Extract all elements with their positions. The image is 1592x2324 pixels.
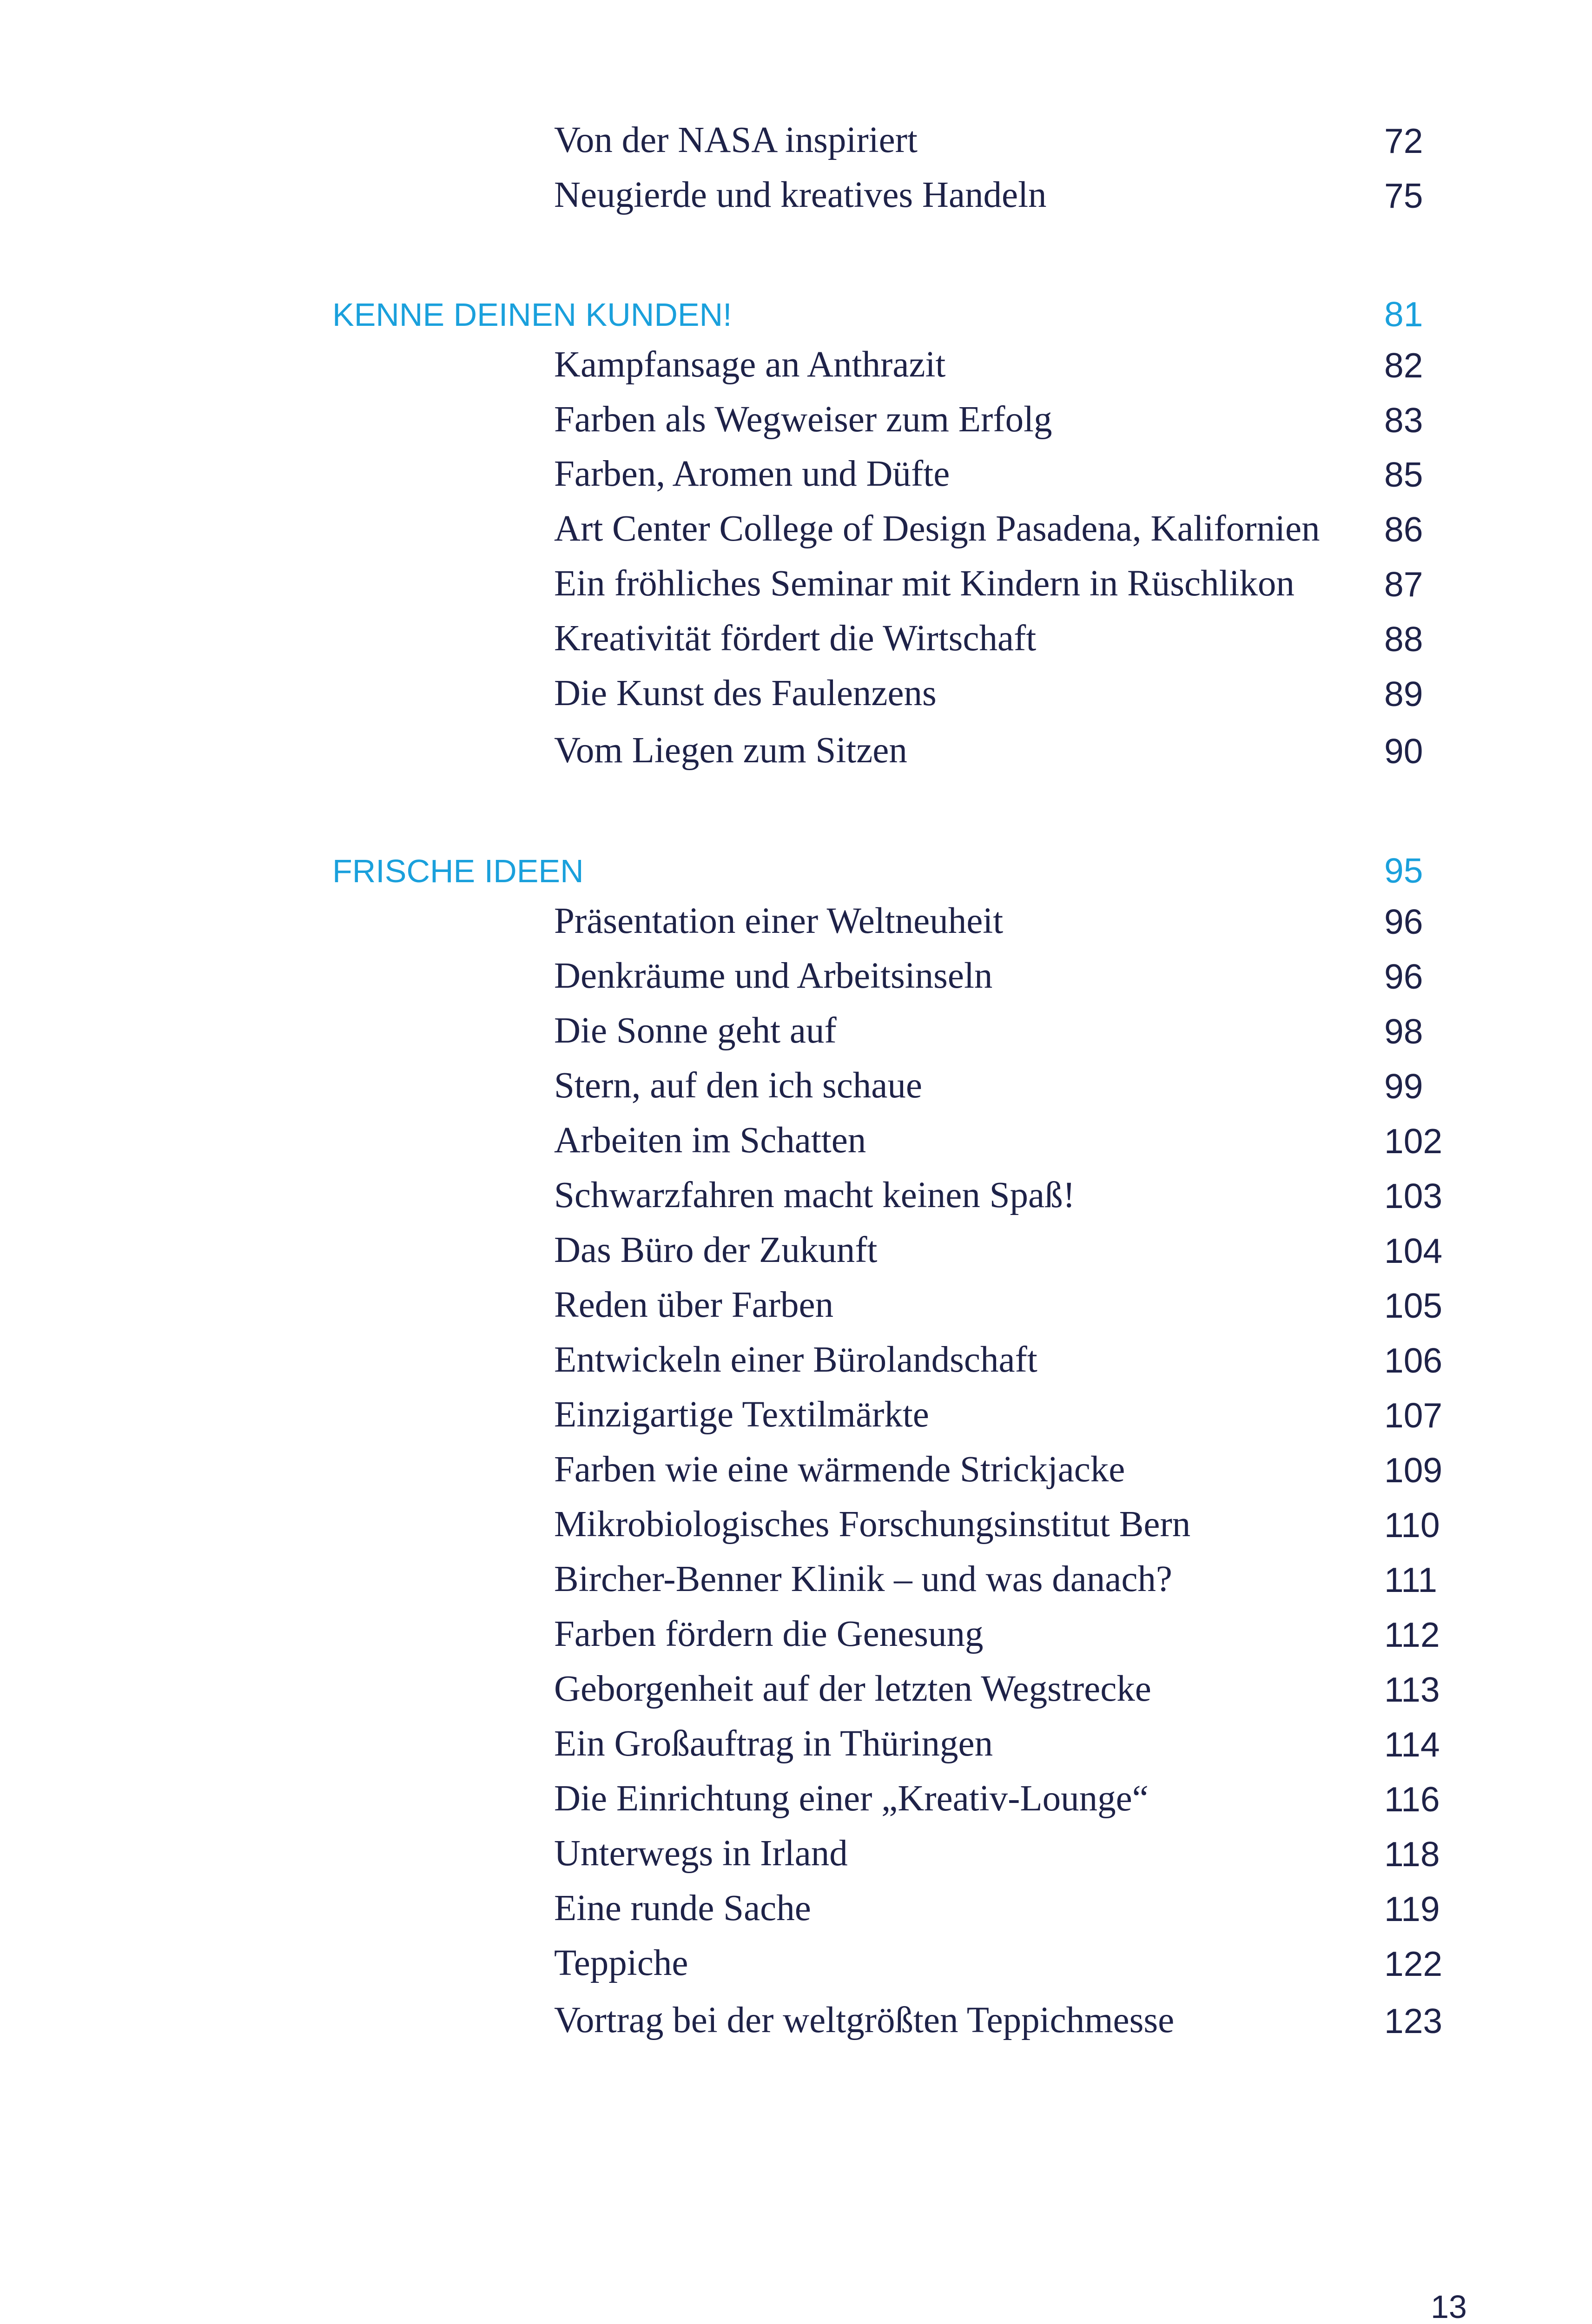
toc-entry-page: 89 <box>1384 674 1423 713</box>
toc-entry-page: 75 <box>1384 176 1423 215</box>
toc-entry-title: Reden über Farben <box>554 1285 834 1325</box>
toc-entry-page: 90 <box>1384 732 1423 771</box>
toc-entry-page: 113 <box>1384 1670 1440 1709</box>
toc-entry-page: 114 <box>1384 1725 1440 1764</box>
toc-entry-page: 86 <box>1384 510 1423 549</box>
toc-entry-title: Geborgenheit auf der letzten Wegstrecke <box>554 1669 1151 1709</box>
toc-entry-page: 104 <box>1384 1231 1443 1270</box>
toc-entry-page: 83 <box>1384 401 1423 440</box>
toc-entry-page: 106 <box>1384 1341 1443 1380</box>
toc-entry-title: Eine runde Sache <box>554 1888 811 1928</box>
page-number: 13 <box>1431 2289 1467 2324</box>
toc-entry-title: Das Büro der Zukunft <box>554 1230 878 1270</box>
toc-entry-title: Stern, auf den ich schaue <box>554 1065 922 1106</box>
toc-entry-page: 116 <box>1384 1780 1440 1819</box>
toc-entry-title: Farben wie eine wärmende Strickjacke <box>554 1449 1125 1490</box>
toc-entry-title: Schwarzfahren macht keinen Spaß! <box>554 1175 1075 1215</box>
toc-entry-title: Teppiche <box>554 1943 688 1983</box>
section-page-number: 81 <box>1384 295 1423 334</box>
toc-entry-page: 103 <box>1384 1176 1443 1215</box>
toc-entry-title: Farben, Aromen und Düfte <box>554 454 950 494</box>
toc-entry-title: Bircher-Benner Klinik – und was danach? <box>554 1559 1173 1599</box>
toc-entry-page: 82 <box>1384 346 1423 385</box>
toc-entry-page: 109 <box>1384 1451 1443 1490</box>
toc-entry-title: Die Kunst des Faulenzens <box>554 673 937 713</box>
toc-entry-title: Vortrag bei der weltgrößten Teppichmesse <box>554 2000 1175 2040</box>
toc-entry-page: 112 <box>1384 1615 1440 1654</box>
toc-entry-page: 102 <box>1384 1122 1443 1161</box>
toc-entry-title: Ein Großauftrag in Thüringen <box>554 1723 993 1764</box>
toc-entry-title: Farben fördern die Genesung <box>554 1614 984 1654</box>
toc-entry-title: Mikrobiologisches Forschungsinstitut Bern <box>554 1504 1191 1545</box>
toc-entry-page: 72 <box>1384 121 1423 160</box>
toc-entry-title: Kampfansage an Anthrazit <box>554 344 946 385</box>
toc-entry-title: Präsentation einer Weltneuheit <box>554 901 1004 941</box>
toc-entry-page: 118 <box>1384 1835 1440 1874</box>
section-page-number: 95 <box>1384 851 1423 890</box>
section-heading: KENNE DEINEN KUNDEN! <box>332 297 732 333</box>
toc-entry-title: Arbeiten im Schatten <box>554 1120 866 1161</box>
toc-entry-page: 85 <box>1384 455 1423 494</box>
toc-entry-title: Art Center College of Design Pasadena, Kalifornien <box>554 508 1320 549</box>
toc-entry-title: Unterwegs in Irland <box>554 1833 848 1874</box>
toc-entry-page: 123 <box>1384 2001 1443 2040</box>
toc-entry-page: 98 <box>1384 1012 1423 1051</box>
toc-entry-title: Vom Liegen zum Sitzen <box>554 730 907 771</box>
toc-entry-title: Die Einrichtung einer „Kreativ-Lounge“ <box>554 1778 1149 1819</box>
toc-entry-page: 87 <box>1384 565 1423 604</box>
toc-entry-page: 96 <box>1384 902 1423 941</box>
toc-entry-title: Denkräume und Arbeitsinseln <box>554 956 993 996</box>
toc-entry-title: Einzigartige Textilmärkte <box>554 1394 929 1435</box>
toc-entry-title: Die Sonne geht auf <box>554 1010 837 1051</box>
toc-entry-title: Von der NASA inspiriert <box>554 120 918 160</box>
toc-entry-page: 88 <box>1384 620 1423 659</box>
toc-entry-page: 96 <box>1384 957 1423 996</box>
toc-entry-page: 111 <box>1384 1560 1438 1599</box>
section-heading: FRISCHE IDEEN <box>332 853 584 889</box>
toc-entry-title: Ein fröhliches Seminar mit Kindern in Rüschlikon <box>554 563 1295 604</box>
toc-entry-title: Neugierde und kreatives Handeln <box>554 175 1047 215</box>
toc-entry-title: Entwickeln einer Bürolandschaft <box>554 1340 1037 1380</box>
toc-entry-page: 107 <box>1384 1396 1443 1435</box>
toc-entry-title: Kreativität fördert die Wirtschaft <box>554 618 1037 659</box>
toc-entry-page: 119 <box>1384 1889 1440 1928</box>
toc-entry-page: 105 <box>1384 1286 1443 1325</box>
toc-entry-title: Farben als Wegweiser zum Erfolg <box>554 399 1052 440</box>
toc-entry-page: 110 <box>1384 1505 1440 1545</box>
toc-entry-page: 122 <box>1384 1944 1443 1983</box>
toc-entry-page: 99 <box>1384 1067 1423 1106</box>
